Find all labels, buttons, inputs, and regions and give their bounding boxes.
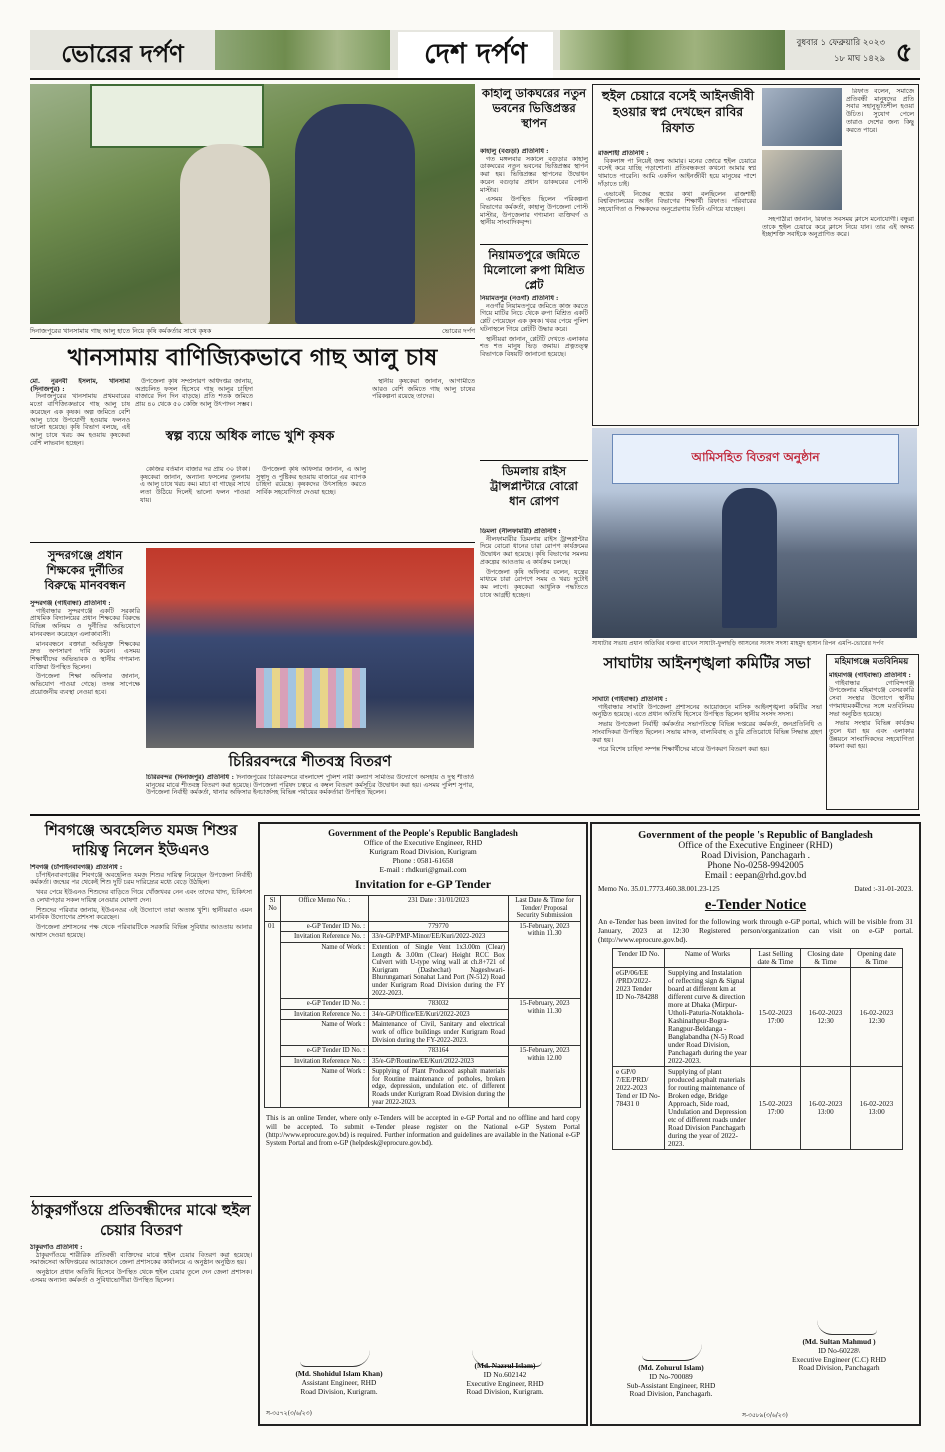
tender-panchagarh-location: Road Division, Panchagarh . [701, 851, 810, 861]
rifat-para-2: এভাবেই নিজের স্বপ্নের কথা বলছিলেন রাজশাহী বিশ্ববিদ্যালয়ের আইন বিভাগের শিক্ষার্থী রিফাত। পরিবারের সহযোগিতা ও শিক্ষকদের অনুপ্রেরণায় তিনি এগিয়ে যাচ্ছেন। [598, 190, 756, 213]
masthead [0, 0, 945, 80]
row-last: 15-February, 2023 within 12.00 [509, 1046, 581, 1108]
rifat-para-3: সহপাঠীরা জানান, রিফাত সবসময় ক্লাসে মনোযোগী। বন্ধুরা তাকে হুইল চেয়ারে করে ক্লাসে নিয়ে যান। তার এই অদম্য ইচ্ছাশক্তি সবাইকে অনুপ্রাণিত করে। [762, 216, 914, 239]
photo-person-officer [295, 104, 415, 324]
masthead-rule [30, 78, 920, 80]
shibganj-headline: শিবগঞ্জে অবহেলিত যমজ শিশুর দায়িত্ব নিলেন ইউএনও [44, 821, 238, 859]
saghata-para-2: সভায় উপজেলা নির্বাহী কর্মকর্তার সভাপতিত্বে বিভিন্ন দপ্তরের কর্মকর্তা, জনপ্রতিনিধি ও সাংবাদিকরা উপস্থিত ছিলেন। সভায় মাদক, বাল্যবিবাহ ও চুরি প্রতিরোধে বিভিন্ন সিদ্ধান্ত গ্রহণ করা হয়। [592, 721, 822, 744]
tender-panchagarh-email: Email : eepan@rhd.gov.bd [704, 871, 807, 881]
tender-panchagarh-intro: An e-Tender has been invited for the following work through e-GP portal, which will be visible from 31 January, 2023 at 12:30 Registered person/organization can visit on e-GP portal. (http://www.eprocure.gov.bd). [598, 917, 913, 944]
shibganj-byline: শিবগঞ্জ (চাঁপাইনবাবগঞ্জ) প্রতিনিধি : [30, 864, 123, 871]
sig1-id: ID No-700089 [649, 1371, 693, 1381]
thakurgaon-body [30, 1244, 252, 1422]
mohiganj-body [829, 672, 914, 804]
chirirbandar-body [146, 774, 474, 812]
tender-kurigram-title: Invitation for e-GP Tender [354, 877, 492, 891]
row-closing: 16-02-2023 12:30 [801, 968, 851, 1067]
saghata-caption: সাঘাটার সভায় প্রধান অতিথির বক্তব্য রাখেন সাঘাটা-ফুলছড়ি আসনের সংসদ সদস্য মাহমুদ হাসান রিপন এমপি-ভোরের দর্পণ [592, 640, 884, 647]
rifat-byline: রাজশাহী প্রতিনিধি : [598, 150, 649, 157]
table-row [613, 1067, 903, 1150]
potato-para-5: স্থানীয় কৃষকেরা জানান, আগামীতে আরও বেশি জমিতে গাছ আলু চাষের পরিকল্পনা রয়েছে তাদের। [372, 378, 475, 401]
row-last: 15-February, 2023 within 11.30 [509, 921, 581, 998]
row-last-selling: 15-02-2023 17:00 [751, 968, 801, 1067]
row-work: Supplying and Instalation of reflecting sign & Signal board at different km at different curve & direction more at Dhaka (Mirpur-Utholi-Paturia-Notakhola-Kashinathpur-Bogra-Rangpur-Beldanga - Banglabandha (N-5) Road under Road Division, Panchagarh during the year 2022-2023. [665, 968, 751, 1067]
row-opening: 16-02-2023 12:30 [851, 968, 903, 1067]
shibganj-para-2: খবর পেয়ে ইউএনও শিশুদের বাড়িতে গিয়ে খোঁজখবর নেন এবং তাদের খাদ্য, চিকিৎসা ও লেখাপড়ার সকল দায়িত্ব নেওয়ার ঘোষণা দেন। [30, 889, 252, 904]
col-memo: Office Memo No. : [281, 896, 369, 922]
saghata-byline: সাঘাটা (গাইবান্ধা) প্রতিনিধি : [592, 696, 668, 703]
paper-name: ভোরের দর্পণ [61, 40, 184, 68]
kahalu-body [480, 148, 588, 242]
niamatpur-para-1: নওগাঁর নিয়ামতপুরে জমিতে কাজ করতে গিয়ে মাটির নিচে থেকে রুপা মিশ্রিত একটি প্লেট পেয়েছেন এক কৃষক। খবর পেয়ে পুলিশ ঘটনাস্থলে গিয়ে প্লেটটি উদ্ধার করে। [480, 302, 588, 333]
table-header-row [613, 949, 903, 968]
potato-body-col3 [140, 466, 250, 536]
potato-photo-caption: দিনাজপুরের খানসামায় গাছ আলু হাতে নিয়ে কৃষি কর্মকর্তার সাথে কৃষক [30, 327, 212, 335]
mohiganj-headline: মহিমাগঞ্জে মতবিনিময় [834, 657, 909, 667]
col-tender-id: Tender ID No. [613, 949, 665, 968]
tender-kurigram-location: Kurigram Road Division, Kurigram [369, 847, 477, 856]
kahalu-byline: কাহালু (বগুড়া) প্রতিনিধি : [480, 148, 549, 155]
table-row [265, 921, 581, 932]
tender-panchagarh-title: e-Tender Notice [704, 897, 807, 913]
potato-subhead: স্বল্প ব্যয়ে অধিক লাভে খুশি কৃষক [165, 429, 335, 444]
masthead-photo-strip-right [560, 30, 785, 70]
col-sl: Sl No [265, 896, 281, 922]
sig1-title: Sub-Assistant Engineer, RHD [626, 1380, 716, 1390]
niamatpur-byline: নিয়ামতপুর (নওগাঁ) প্রতিনিধি : [480, 295, 559, 302]
chirirbandar-byline: চিরিরবন্দর (দিনাজপুর) প্রতিনিধি : [146, 774, 234, 781]
sundarganj-para-2: মানববন্ধনে বক্তারা অভিযুক্ত শিক্ষকের দ্রুত অপসারণ দাবি করেন। এসময় শিক্ষার্থীদের অভিভাবক ও স্থানীয় গণ্যমান্য ব্যক্তিরা উপস্থিত ছিলেন। [30, 640, 140, 671]
tender-kurigram-footer: This is an online Tender, where only e-Tenders will be accepted in e-GP Portal and no offline and hard copy will be accepted. To submit e-Tender please register on the National e-GP System Portal (http://www.eprocure.gov.bd) is required. Further information and guidelines are available in the National e-GP System Portal and from e-GP (helpdesk@eprocure.gov.bd). [266, 1114, 580, 1148]
tender-kurigram-ga: স-৩৫৭২(৩/৬/২৩) [266, 1410, 312, 1417]
divider [480, 244, 588, 245]
row-ref: 33/e-GP/PMP-Minor/EE/Kuri/2022-2023 [369, 932, 509, 943]
photo-person-farmer [180, 144, 270, 324]
row-work: Supplying of plant produced asphalt materials for routing maintenance of Broken edge, Bridge Approach, Side road, Undulation and Depression etc of different roads under Road Division Panchagarh during the year of 2022-2023. [665, 1067, 751, 1150]
col-date: 231 Date : 31/01/2023 [369, 896, 509, 922]
row-id-label: e-GP Tender ID No. : [281, 921, 369, 932]
kahalu-headline: কাহালু ডাকঘরের নতুন ভবনের ভিত্তিপ্রস্তর স্থাপন [482, 86, 586, 130]
page-number: ৫ [895, 38, 913, 68]
col-opening: Opening date & Time [851, 949, 903, 968]
sundarganj-para-1: গাইবান্ধার সুন্দরগঞ্জে একটি সরকারি প্রাথমিক বিদ্যালয়ের প্রধান শিক্ষকের বিরুদ্ধে বিভিন্ন অনিয়ম ও দুর্নীতির অভিযোগে মানববন্ধন করেছেন এলাকাবাসী। [30, 607, 140, 638]
sig2-title: Executive Engineer (C.C) RHD [792, 1354, 886, 1364]
divider [30, 1196, 252, 1197]
row-id: 783164 [369, 1046, 509, 1057]
thakurgaon-headline: ঠাকুরগাঁওয়ে প্রতিবন্ধীদের মাঝে হুইল চেয়ার বিতরণ [31, 1201, 251, 1239]
tender-panchagarh-sig2 [764, 1338, 914, 1373]
row-sl: 01 [265, 921, 281, 1107]
thakurgaon-byline: ঠাকুরগাঁও প্রতিনিধি : [30, 1244, 83, 1251]
shibganj-para-1: চাঁপাইনবাবগঞ্জের শিবগঞ্জে অবহেলিত যমজ শিশুর দায়িত্ব নিয়েছেন উপজেলা নির্বাহী কর্মকর্তা। জন্মের পর থেকেই শিশু দুটি চরম দারিদ্র্যের মধ্যে বেড়ে উঠছিল। [30, 871, 252, 887]
chirirbandar-headline: চিরিরবন্দরে শীতবস্ত্র বিতরণ [228, 752, 392, 770]
dimla-headline: ডিমলায় রাইস ট্রান্সপ্লান্টারে বোরো ধান রোপণ [490, 464, 578, 508]
saghata-banner [612, 434, 899, 484]
photo-blanket [256, 668, 366, 728]
potato-body-col5 [372, 378, 475, 536]
row-opening: 16-02-2023 13:00 [851, 1067, 903, 1150]
tender-panchagarh-gov: Government of the people 's Republic of Bangladesh [638, 830, 873, 841]
section-title: দেশ দর্পণ [398, 32, 553, 79]
sig2-office: Road Division, Kurigram. [466, 1387, 544, 1397]
row-ref: 34/e-GP/Office/EE/Kuri/2022-2023 [369, 1009, 509, 1020]
col-closing: Closing date & Time [801, 949, 851, 968]
date-line-2: ১৮ মাঘ ১৪২৯ [834, 54, 885, 64]
rifat-para-4: রিফাত বলেন, সমাজে প্রতিবন্ধী মানুষদের প্রতি সবার সহানুভূতিশীল হওয়া উচিত। সুযোগ পেলে তারাও দেশের জন্য কিছু করতে পারে। [846, 88, 914, 134]
rifat-photo-2 [762, 150, 842, 210]
tender-panchagarh-memo-row [598, 885, 913, 893]
divider [30, 542, 475, 543]
rifat-para-1: বিকলাঙ্গ পা নিয়েই জন্ম আমার। মনের জোরে হুইল চেয়ারে বসেই করে যাচ্ছি পড়াশোনা। প্রতিবন্ধকতা কখনো আমার স্বপ্ন থামাতে পারেনি। আমি একদিন আইনজীবী হয়ে মানুষের পাশে দাঁড়াতে চাই। [598, 157, 756, 188]
sundarganj-body [30, 600, 140, 812]
sig1-name: (Md. Zohurul Islam) [638, 1363, 704, 1372]
niamatpur-headline: নিয়ামতপুরে জমিতে মিলোলো রুপা মিশ্রিত প্লেট [483, 248, 585, 292]
row-id-label: e-GP Tender ID No. : [281, 1046, 369, 1057]
saghata-body [592, 696, 822, 808]
sundarganj-para-3: উপজেলা শিক্ষা অফিসার জানান, অভিযোগ পাওয়া গেছে। তদন্ত সাপেক্ষে প্রয়োজনীয় ব্যবস্থা নেওয়া হবে। [30, 673, 140, 696]
saghata-para-1: গাইবান্ধার সাঘাটা উপজেলা প্রশাসনের আয়োজনে মাসিক আইনশৃঙ্খলা কমিটির সভা অনুষ্ঠিত হয়েছে। এতে প্রধান অতিথি হিসেবে উপস্থিত ছিলেন স্থানীয় সংসদ সদস্য। [592, 703, 822, 719]
row-closing: 16-02-2023 13:00 [801, 1067, 851, 1150]
masthead-photo-strip-left [215, 30, 390, 70]
row-last-selling: 15-02-2023 17:00 [751, 1067, 801, 1150]
niamatpur-body [480, 295, 588, 457]
signature-mark [300, 1350, 370, 1367]
potato-para-1: দিনাজপুরের খানসামায় প্রথমবারের মতো বাণিজ্যিকভাবে গাছ আলু চাষ করেছেন এক কৃষক। অল্প জমিতে বেশি আলু চাষে উপযোগী হওয়ায় ফলনও ভালো হয়েছে। কৃষি বিভাগ বলছে, এই আলু চাষে খরচ কম হওয়ায় কৃষকেরা বেশি লাভবান হচ্ছেন। [30, 393, 130, 447]
niamatpur-para-2: স্থানীয়রা জানান, প্লেটটি দেখতে এলাকার শত শত মানুষ ভিড় জমায়। প্রত্নতত্ত্ব বিভাগকে বিষয়টি জানানো হয়েছে। [480, 335, 588, 358]
shibganj-para-3: শিশুদের পরিবার জানায়, ইউএনওর এই উদ্যোগে তারা অত্যন্ত খুশি। স্থানীয়রাও এমন মানবিক উদ্যোগের প্রশংসা করেছেন। [30, 906, 252, 922]
thakurgaon-para-1: ঠাকুরগাঁওয়ে শারীরিক প্রতিবন্ধী ব্যক্তিদের মাঝে হুইল চেয়ার বিতরণ করা হয়েছে। সমাজসেবা অধিদপ্তরের আয়োজনে জেলা প্রশাসকের কার্যালয়ে এ অনুষ্ঠান অনুষ্ঠিত হয়। [30, 1251, 252, 1267]
col-last-selling: Last Selling date & Time [751, 949, 801, 968]
potato-body-col2 [135, 378, 253, 423]
tender-kurigram-gov: Government of the People's Republic Bangladesh [328, 828, 518, 838]
mohiganj-byline: মহিমাগঞ্জ (গাইবান্ধা) প্রতিনিধি : [829, 672, 911, 679]
memo-no: Memo No. 35.01.7773.460.38.001.23-125 [598, 885, 720, 893]
table-row [613, 968, 903, 1067]
signature-mark [642, 1344, 702, 1361]
photo-signboard [90, 84, 264, 148]
dimla-body [480, 528, 588, 738]
row-work-label: Name of Work : [281, 1067, 369, 1108]
saghata-meeting-photo [592, 428, 917, 638]
potato-para-2: উপজেলা কৃষি সম্প্রসারণ অধিদপ্তর জানায়, অপ্রচলিত ফসল হিসেবে গাছ আলুর চাহিদা বাজারে দিন দিন বাড়ছে। প্রতি শতক জমিতে প্রায় ৪০ থেকে ৫০ কেজি আলু উৎপাদন সম্ভব। [135, 378, 253, 409]
row-id: 783032 [369, 999, 509, 1010]
tender-panchagarh-table [612, 948, 903, 1150]
rifat-body-2 [762, 216, 914, 418]
chirirbandar-para-1: দিনাজপুরের চিরিরবন্দরে বাংলাদেশ পুলিশ নারী কল্যাণ সমিতির উদ্যোগে অসহায় ও দুস্থ শীতার্ত মানুষের মাঝে শীতবস্ত্র বিতরণ করা হয়েছে। উপজেলা পরিষদ চত্বরে এ কম্বল বিতরণ কর্মসূচির উদ্বোধন করা হয়। [146, 774, 474, 789]
rifat-body [598, 150, 756, 418]
sig1-office: Road Division, Panchagarh. [629, 1389, 713, 1399]
divider [480, 460, 588, 461]
tender-panchagarh-phone: Phone No-0258-9942005 [707, 861, 804, 871]
mohiganj-para-1: গাইবান্ধার গোবিন্দগঞ্জ উপজেলার মহিমাগঞ্জে বেসরকারি সেবা সংস্থার উদ্যোগে স্থানীয় গণমাধ্যমকর্মীদের সঙ্গে মতবিনিময় সভা অনুষ্ঠিত হয়েছে। [829, 679, 914, 718]
sig1-office: Road Division, Kurigram. [300, 1386, 378, 1396]
tender-kurigram [258, 822, 588, 1426]
sig1-name: (Md. Shohidul Islam Khan) [295, 1369, 383, 1378]
rifat-body-right [846, 88, 914, 216]
saghata-headline: সাঘাটায় আইনশৃঙ্খলা কমিটির সভা [603, 654, 811, 672]
row-ref: 35/e-GP/Routine/EE/Kuri/2022-2023 [369, 1056, 509, 1067]
row-work-label: Name of Work : [281, 942, 369, 998]
row-last: 15-February, 2023 within 11.30 [509, 999, 581, 1046]
dimla-para-1: নীলফামারীর ডিমলায় রাইস ট্রান্সপ্লান্টার দিয়ে বোরো ধানের চারা রোপণ কার্যক্রমের উদ্বোধন করা হয়েছে। কৃষি বিভাগের সমলয় প্রকল্পের আওতায় এ কার্যক্রম চলছে। [480, 535, 588, 566]
potato-byline: মো. নুরনবী ইসলাম, খানসামা (দিনাজপুর) : [30, 378, 130, 393]
sundarganj-byline: সুন্দরগঞ্জ (গাইবান্ধা) প্রতিনিধি : [30, 600, 111, 607]
sundarganj-headline: সুন্দরগঞ্জে প্রধান শিক্ষকের দুর্নীতির বিরুদ্ধে মানববন্ধন [44, 548, 126, 592]
table-row [265, 1046, 581, 1057]
sig2-id: ID No-60228\ [818, 1345, 860, 1355]
kahalu-para-2: এসময় উপস্থিত ছিলেন পরিকল্পনা বিভাগের কর্মকর্তা, কাহালু উপজেলা পোস্ট মাস্টার, উপজেলার গণ্যমান্য ব্যক্তিবর্গ ও স্থানীয় সাংবাদিকবৃন্দ। [480, 196, 588, 227]
col-last: Last Date & Time for Tender/ Proposal Security Submission [509, 896, 581, 922]
potato-photo-credit: ভোরের দর্পণ [442, 327, 475, 335]
dimla-byline: ডিমলা (নীলফামারী) প্রতিনিধি : [480, 528, 561, 535]
sig1-title: Assistant Engineer, RHD [301, 1377, 377, 1387]
kahalu-para-1: গত মঙ্গলবার সকালে বগুড়ার কাহালু ডাকঘরের নতুন ভবনের ভিত্তিপ্রস্তর স্থাপন করা হয়। ভিত্তিপ্রস্তর স্থাপনের উদ্বোধন করেন বগুড়ার প্রধান ডাকঘরের পোস্ট মাস্টার। [480, 155, 588, 194]
potato-farmer-photo [30, 84, 475, 324]
row-ref-label: Invitation Reference No. : [281, 1009, 369, 1020]
potato-body-col4 [256, 466, 366, 536]
chirirbandar-para-2: এসময় পুলিশ সুপার, উপজেলা নির্বাহী কর্মকর্তা, থানার অফিসার ইনচার্জসহ বিভিন্ন পর্যায়ের কর্মকর্তারা উপস্থিত ছিলেন। [146, 781, 474, 797]
row-work-label: Name of Work : [281, 1020, 369, 1046]
tender-kurigram-office: Office of the Executive Engineer, RHD [363, 838, 483, 847]
sig2-id: ID No.602142 [483, 1369, 527, 1379]
sig2-title: Executive Engineer, RHD [466, 1378, 544, 1388]
tender-kurigram-sig2 [430, 1362, 580, 1397]
row-work: Supplying of Plant Produced asphalt materials for Routine maintenance of potholes, broken edge, depression, undulation etc. of different Roads under Kurigram Road Division during the year 2022-2023. [369, 1067, 509, 1108]
rifat-headline: হুইল চেয়ারে বসেই আইনজীবী হওয়ার স্বপ্ন দেখছেন রাবির রিফাত [601, 88, 755, 135]
sig2-name: (Md. Nazrul Islam) [474, 1361, 536, 1370]
signature-mark [817, 1320, 877, 1335]
potato-para-4: উপজেলা কৃষি অফিসার জানান, এ আলু সুস্বাদু ও পুষ্টিকর হওয়ায় বাজারে এর ব্যাপক চাহিদা রয়েছে। কৃষকদের উৎসাহিত করতে সার্বিক সহযোগিতা দেওয়া হচ্ছে। [256, 466, 366, 497]
table-header-row [265, 896, 581, 922]
thakurgaon-para-2: অনুষ্ঠানে প্রধান অতিথি হিসেবে উপস্থিত থেকে হুইল চেয়ার তুলে দেন জেলা প্রশাসক। এসময় অন্যান্য কর্মকর্তা ও সুবিধাভোগীরা উপস্থিত ছিলেন। [30, 1269, 252, 1284]
dimla-para-2: উপজেলা কৃষি অফিসার বলেন, যন্ত্রের মাধ্যমে চারা রোপণে সময় ও খরচ দুটোই কম লাগে। কৃষকেরা আধুনিক পদ্ধতিতে চাষে আগ্রহী হচ্ছেন। [480, 568, 588, 599]
photo-speaker [722, 488, 777, 628]
potato-headline: খানসামায় বাণিজ্যিকভাবে গাছ আলু চাষ [67, 345, 438, 371]
row-id: 779770 [369, 921, 509, 932]
tender-panchagarh-office: Office of the Executive Engineer (RHD) [678, 841, 833, 851]
tender-panchagarh [590, 822, 921, 1426]
row-tender-id: eGP/06/EE /PRD/2022-2023 Tender ID No-784288 [613, 968, 665, 1067]
date-line-1: বুধবার ১ ফেব্রুয়ারি ২০২৩ [796, 38, 885, 48]
shibganj-body [30, 864, 252, 1194]
rifat-photo-1 [762, 88, 842, 146]
row-work: Maintenance of Civil, Sanitary and electrical work of office buildings under Kurigram Road Division during the FY-2022-2023. [369, 1020, 509, 1046]
sig2-name: (Md. Sultan Mahmud ) [802, 1337, 876, 1346]
chirirbandar-photo [146, 548, 474, 748]
divider [30, 338, 475, 339]
row-work: Extention of Single Vent 1x3.00m (Clear) Length & 3.00m (Clear) Height RCC Box Culvert with U-type wing wall at ch.8+721 of Kurigram (Dashechat) Nageshwari-Bhurungamari Sonahat Land Port (N-512) Road under Kurigram Road Division during the FY 2022-2023. [369, 942, 509, 998]
tender-panchagarh-sig1 [596, 1364, 746, 1399]
tender-panchagarh-ga: স-৩৫৮৯(৩/৬/২৩) [742, 1412, 788, 1419]
memo-date: Dated :-31-01-2023. [854, 885, 913, 893]
potato-para-3: কেজির বর্তমান বাজার দর প্রায় ৩০ টাকা। কৃষকেরা জানান, অন্যান্য ফসলের তুলনায় এ আলু চাষে খরচ কম। মাচা বা গাছের সাথে লতা উঠিয়ে দিলেই ভালো ফলন পাওয়া যায়। [140, 466, 250, 504]
col-name-of-works: Name of Works [665, 949, 751, 968]
row-tender-id: e GP/0 7/EE/PRD/ 2022-2023 Tend er ID No-78431 0 [613, 1067, 665, 1150]
row-ref-label: Invitation Reference No. : [281, 932, 369, 943]
divider [30, 814, 920, 816]
tender-kurigram-email: E-mail : rhdkuri@gmail.com [379, 865, 467, 874]
saghata-banner-text: আমিসহিত বিতরণ অনুষ্ঠান [691, 450, 820, 464]
table-row [265, 999, 581, 1010]
tender-kurigram-sig1 [264, 1370, 414, 1396]
sig2-office: Road Division, Panchagarh [798, 1363, 880, 1373]
tender-kurigram-table [264, 895, 581, 1108]
row-id-label: e-GP Tender ID No. : [281, 999, 369, 1010]
row-ref-label: Invitation Reference No. : [281, 1056, 369, 1067]
saghata-para-3: পরে বিশেষ চাহিদা সম্পন্ন শিক্ষার্থীদের মাঝে উপকরণ বিতরণ করা হয়। [598, 746, 770, 754]
mohiganj-para-2: সভায় সংস্থার বিভিন্ন কার্যক্রম তুলে ধরা হয় এবং এলাকার উন্নয়নে সাংবাদিকদের সহযোগিতা কামনা করা হয়। [829, 720, 914, 751]
shibganj-para-4: উপজেলা প্রশাসনের পক্ষ থেকে পরিবারটিকে সরকারি বিভিন্ন সুবিধার আওতায় আনার আশ্বাস দেওয়া হয়েছে। [30, 923, 252, 939]
tender-kurigram-phone: Phone : 0581-61658 [392, 856, 454, 865]
